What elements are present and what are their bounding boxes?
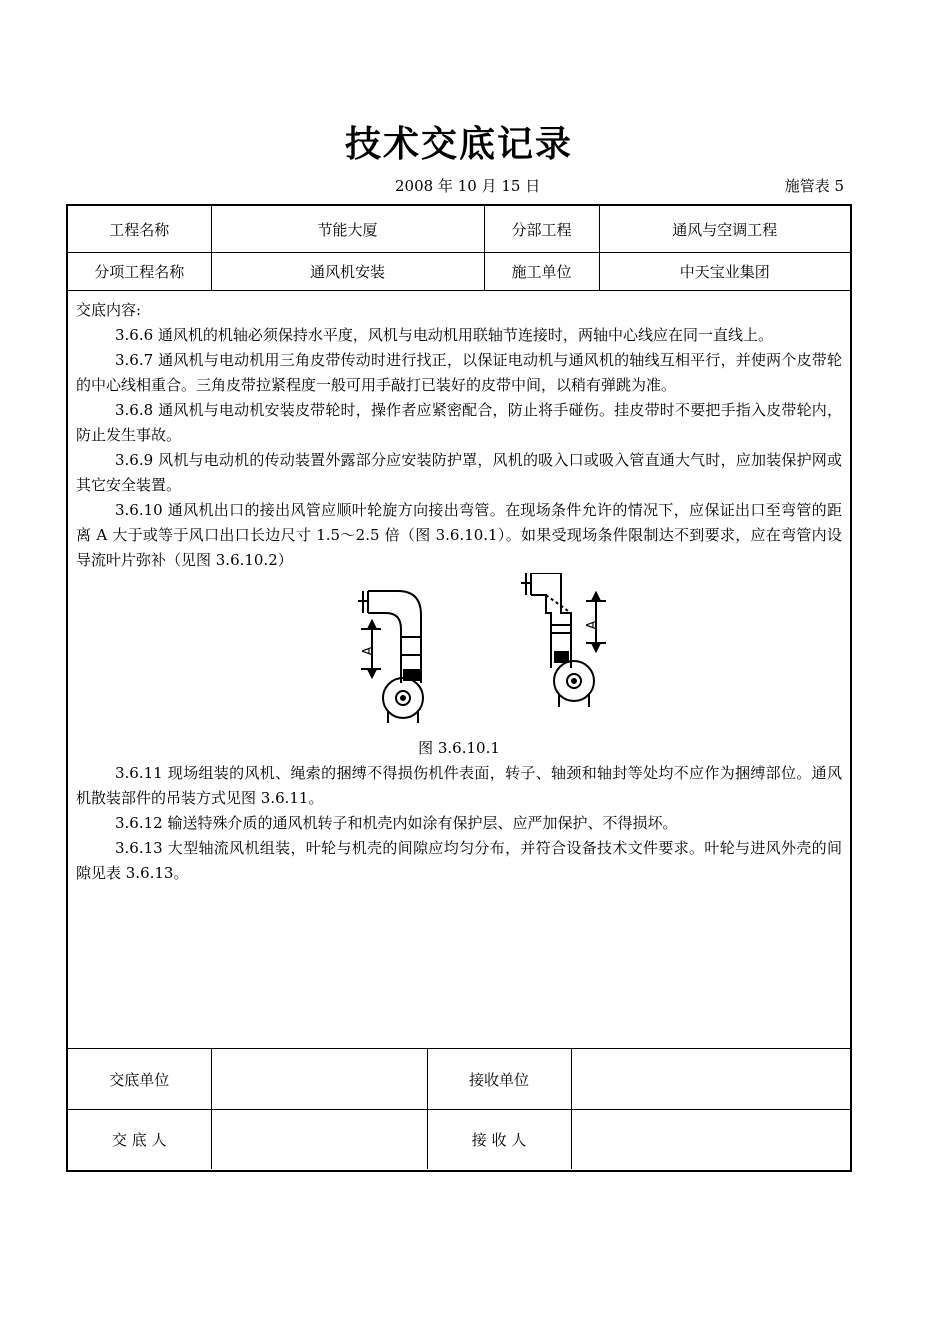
issuer-unit-label: 交底单位 [68, 1049, 211, 1110]
division-label: 分部工程 [484, 206, 599, 253]
dimension-a-left: A [361, 646, 376, 656]
record-form [66, 204, 852, 1172]
issuer-unit-field[interactable] [211, 1049, 427, 1110]
fan-outlet-figure [76, 573, 842, 738]
receiver-unit-field[interactable] [571, 1049, 850, 1110]
straight-duct-drawing [521, 573, 606, 707]
paragraph-3-6-11: 3.6.11 现场组装的风机、绳索的捆缚不得损伤机件表面，转子、轴颈和轴封等处均不应作为捆缚部位。通风机散装部件的吊装方式见图 3.6.11。 [76, 764, 842, 807]
paragraph-3-6-8: 3.6.8 通风机与电动机安装皮带轮时，操作者应紧密配合，防止将手碰伤。挂皮带时不要把手指入皮带轮内，防止发生事故。 [76, 401, 842, 444]
elbow-duct-drawing [358, 591, 423, 723]
form-number: 施管表 5 [784, 177, 844, 195]
issuer-person-field[interactable] [211, 1110, 427, 1170]
dimension-a-right: A [585, 620, 600, 630]
paragraph-3-6-6: 3.6.6 通风机的机轴必须保持水平度，风机与电动机用联轴节连接时，两轴中心线应在同一直线上。 [115, 326, 773, 344]
receiver-person-label: 接 收 人 [427, 1110, 571, 1170]
division-value: 通风与空调工程 [599, 206, 850, 253]
project-name-label: 工程名称 [68, 206, 211, 253]
paragraph-3-6-10: 3.6.10 通风机出口的接出风管应顺叶轮旋方向接出弯管。在现场条件允许的情况下，应保证出口至弯管的距离 A 大于或等于风口出口长边尺寸 1.5～2.5 倍（图 3.6.10.1）。如果受现场条件限制达不到要求，应在弯管内设导流叶片弥补（见图 3.6.10.2） [76, 501, 842, 569]
header-row-2 [68, 253, 850, 291]
signature-row-person [68, 1110, 850, 1170]
damper-hatch-right [554, 651, 569, 663]
figure-caption: 图 3.6.10.1 [418, 739, 500, 757]
fan-outlet-diagram [76, 573, 842, 738]
page-title: 技术交底记录 [344, 124, 573, 165]
subitem-value: 通风机安装 [211, 253, 484, 291]
receiver-person-field[interactable] [571, 1110, 850, 1170]
contractor-label: 施工单位 [484, 253, 599, 291]
issuer-person-label: 交 底 人 [68, 1110, 211, 1170]
signature-row-unit [68, 1049, 850, 1110]
paragraph-3-6-12: 3.6.12 输送特殊介质的通风机转子和机壳内如涂有保护层、应严加保护、不得损坏。 [115, 814, 678, 832]
project-name-value: 节能大厦 [211, 206, 484, 253]
contractor-value: 中天宝业集团 [599, 253, 850, 291]
paragraph-3-6-13: 3.6.13 大型轴流风机组装，叶轮与机壳的间隙应均匀分布，并符合设备技术文件要求。叶轮与进风外壳的间隙见表 3.6.13。 [76, 839, 842, 882]
paragraph-3-6-9: 3.6.9 风机与电动机的传动装置外露部分应安装防护罩，风机的吸入口或吸入管直通大气时，应加装保护网或其它安全装置。 [76, 451, 842, 494]
receiver-unit-label: 接收单位 [427, 1049, 571, 1110]
content-label: 交底内容: [76, 301, 142, 319]
signature-table [68, 1049, 850, 1169]
paragraph-3-6-7: 3.6.7 通风机与电动机用三角皮带传动时进行找正，以保证电动机与通风机的轴线互相平行，并使两个皮带轮的中心线相重合。三角皮带拉紧程度一般可用手敲打已装好的皮带中间，以稍有弹跳为准。 [76, 351, 842, 394]
header-table [68, 206, 850, 291]
header-row-1 [68, 206, 850, 253]
content-section [68, 292, 850, 1049]
damper-hatch-left [403, 669, 420, 681]
record-date: 2008 年 10 月 15 日 [395, 177, 541, 195]
subitem-label: 分项工程名称 [68, 253, 211, 291]
